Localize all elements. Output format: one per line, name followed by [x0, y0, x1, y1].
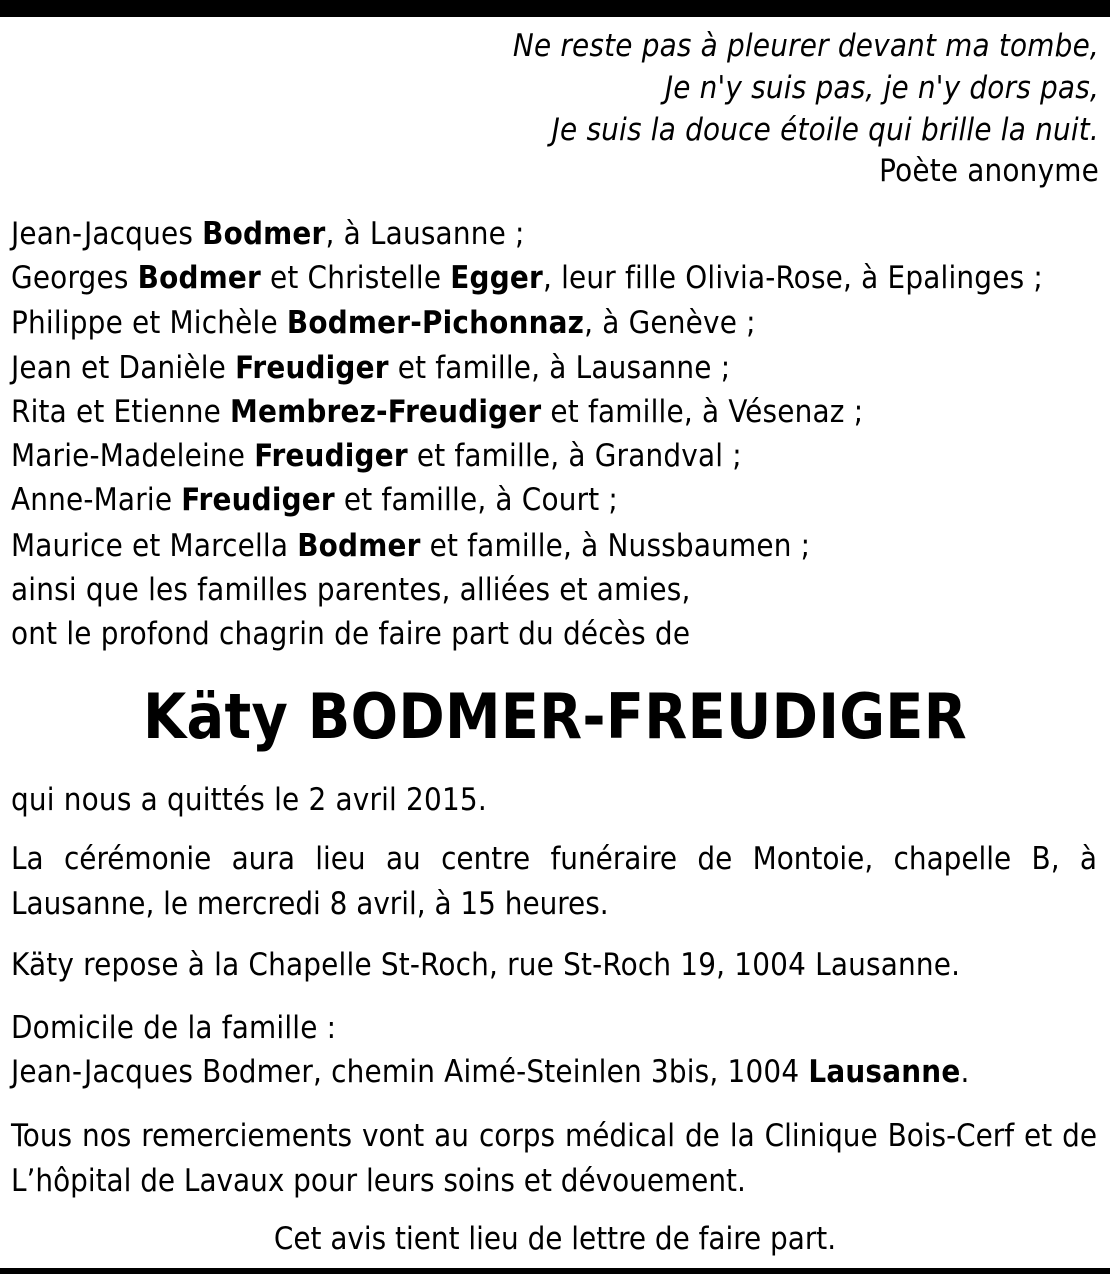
family-line-7: Anne-Marie Freudiger et famille, à Court ; [11, 482, 619, 518]
family-surname: Freudiger [254, 438, 408, 474]
deceased-name: Käty BODMER-FREUDIGER [143, 680, 967, 753]
ceremony-paragraph: La cérémonie aura lieu au centre funéraire de Montoie, chapelle B, à Lausanne, le mercredi 8 avril, à 15 heures. [11, 841, 1097, 922]
family-surname: Bodmer-Pichonnaz [286, 305, 585, 341]
family-surname: Freudiger [235, 350, 389, 386]
top-rule [0, 0, 1110, 17]
intro-line-1: ainsi que les familles parentes, alliées et amies, [11, 572, 691, 608]
family-surname: Freudiger [181, 482, 335, 518]
family-line-3: Philippe et Michèle Bodmer-Pichonnaz, à Genève ; [11, 305, 756, 341]
family-line-5: Rita et Etienne Membrez-Freudiger et famille, à Vésenaz ; [11, 394, 864, 430]
family-line-2: Georges Bodmer et Christelle Egger, leur fille Olivia-Rose, à Epalinges ; [11, 260, 1043, 296]
passed-text: qui nous a quittés le 2 avril 2015. [11, 782, 487, 818]
closing-text: Cet avis tient lieu de lettre de faire part. [273, 1221, 837, 1257]
poem-line-1: Ne reste pas à pleurer devant ma tombe, [512, 28, 1099, 64]
poem-line-2: Je n'y suis pas, je n'y dors pas, [664, 70, 1099, 106]
rests-text: Käty repose à la Chapelle St-Roch, rue St-Roch 19, 1004 Lausanne. [11, 947, 961, 983]
thanks-paragraph: Tous nos remerciements vont au corps médical de la Clinique Bois-Cerf et de L’hôpital de Lavaux pour leurs soins et dévouement. [11, 1118, 1097, 1199]
family-line-6: Marie-Madeleine Freudiger et famille, à Grandval ; [11, 438, 742, 474]
family-line-4: Jean et Danièle Freudiger et famille, à Lausanne ; [11, 350, 731, 386]
poem-line-3: Je suis la douce étoile qui brille la nuit. [551, 112, 1099, 148]
family-surname: Egger [450, 260, 543, 296]
family-line-8: Maurice et Marcella Bodmer et famille, à Nussbaumen ; [11, 528, 811, 564]
family-surname: Bodmer [202, 216, 326, 252]
family-surname: Membrez-Freudiger [230, 394, 542, 430]
domicile-address: Jean-Jacques Bodmer, chemin Aimé-Steinlen 3bis, 1004 Lausanne. [11, 1054, 970, 1090]
family-surname: Bodmer [137, 260, 261, 296]
intro-line-2: ont le profond chagrin de faire part du décès de [11, 616, 691, 652]
domicile-label: Domicile de la famille : [11, 1010, 337, 1046]
domicile-city: Lausanne [808, 1054, 961, 1090]
family-line-1: Jean-Jacques Bodmer, à Lausanne ; [11, 216, 525, 252]
poem-author: Poète anonyme [879, 153, 1099, 189]
bottom-rule [0, 1268, 1110, 1274]
family-surname: Bodmer [297, 528, 421, 564]
